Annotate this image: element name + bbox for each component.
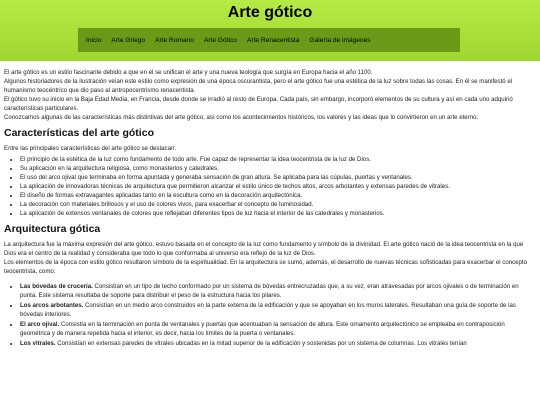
section-heading-arquitectura: Arquitectura gótica bbox=[4, 223, 101, 235]
main-content bbox=[0, 61, 540, 348]
list-item-text: Consistían en extensas paredes de vitrales ubicadas en la mitad superior de la edificación y sostenidas por un sistema de columnas. Los vitrales tenían bbox=[55, 340, 467, 347]
intro-paragraph: El gótico tuvo su inicio en la Baja Edad Media, en Francia, desde donde se irradió al resto de Europa. Cada país, sin embargo, incorporó elementos de su cultura y así en cada uno adquirió características particulares. bbox=[4, 96, 513, 112]
list-item-text: Consistían en un tipo de techo conformado por un sistema de bóvedas entrecruzadas que, a su vez, eran atravesadas por arcos ojivales o de terminación en punta. Este sistema resultaba de soporte para distribuir el peso de la estructura hacia los pilares. bbox=[20, 283, 519, 299]
list-item: • La aplicación de innovadoras técnicas de arquitectura que permitieron alcanzar el estilo único de techos altos, arcos arbotantes y extensas paredes de vitrales. bbox=[20, 182, 536, 191]
list-item: • El uso del arco ojival que terminaba en forma apuntada y generaba sensación de gran altura. Se aplicaba para las cúpulas, puertas y ventanales. bbox=[20, 173, 536, 182]
list-item bbox=[20, 282, 536, 300]
list-item: • La decoración con materiales brillosos y el uso de colores vivos, para exacerbar el concepto de luminosidad. bbox=[20, 200, 536, 209]
list-item-text: Consistían en un medio arco construidos en la parte externa de la edificación y que se apoyaban en los muros laterales. Resultaban una guía de soporte de las bóvedas interiores. bbox=[20, 302, 516, 318]
list-item: • Su aplicación en la arquitectura religiosa, como monasterios y catedrales. bbox=[20, 164, 536, 173]
section-lead: Entre las principales características del arte gótico se destacan: bbox=[4, 145, 177, 152]
characteristics-list bbox=[4, 155, 536, 218]
intro-paragraph: Algunos historiadores de la ilustración veían este estilo como expresión de una época oscurantista, pero el arte gótico fue una estética de la luz sobre todas las cosas. En él se manifestó el humanismo teocéntrico que dio paso al antropocentrismo renacentista. bbox=[4, 78, 513, 94]
section-heading-caracteristicas: Características del arte gótico bbox=[4, 127, 154, 139]
list-item-term: Los arcos arbotantes. bbox=[20, 302, 84, 309]
nav-item-arte-romano[interactable]: Arte Romano bbox=[155, 36, 194, 44]
architecture-list bbox=[4, 282, 536, 348]
list-item bbox=[20, 301, 536, 319]
nav-item-galeria[interactable]: Galería de imágenes bbox=[309, 36, 371, 44]
section-paragraph: La arquitectura fue la máxima expresión del arte gótico, estuvo basada en el concepto de la luz como fundamento y símbolo de la divinidad. El arte gótico nació de la idea teocentrista en la que Dios era el centro de la realidad y consideraba que todo lo que conformaba al universo era reflejo de la luz de Dios. bbox=[4, 241, 524, 257]
page-title: Arte gótico bbox=[227, 4, 313, 21]
list-item: • El diseño de formas extravagantes aplicadas tanto en la escultura como en la decoración arquitectónica. bbox=[20, 191, 536, 200]
nav-item-arte-gotico[interactable]: Arte Gótico bbox=[203, 36, 237, 44]
section-paragraph: Los elementos de la época con estilo gótico resultaron símbolo de la espiritualidad. En la arquitectura se sumó, además, el desarrollo de nuevas técnicas sofisticadas para exacerbar el concepto teocentrista, como: bbox=[4, 259, 528, 275]
site-header bbox=[0, 0, 540, 61]
intro-paragraph: Conozcamos algunas de las características más distintivas del arte gótico, así como los acontecimientos históricos, los valores y las ideas que lo convirtieron en un arte eterno. bbox=[4, 114, 479, 121]
nav-item-inicio[interactable]: Inicio bbox=[86, 36, 102, 44]
list-item-term: Las bóvedas de crucería. bbox=[20, 283, 93, 290]
list-item bbox=[20, 320, 536, 338]
list-item-term: Los vitrales. bbox=[20, 340, 56, 347]
list-item-term: El arco ojival. bbox=[20, 321, 60, 328]
list-item-text: Consistía en la terminación en punta de ventanales y puertas que acentuaban la sensación de altura. Este ornamento arquitectónico se empleaba en contraposición geométrica y de manera repetida hacia el interior, es decir, hacia los límites de la puerta o ventanales. bbox=[20, 321, 505, 337]
list-item: • La aplicación de extensos ventanales de colores que reflejaban diferentes tipos de luz hacia el interior de las catedrales y monasterios. bbox=[20, 209, 536, 218]
list-item: • El principio de la estética de la luz como fundamento de todo arte. Fue capaz de representar la idea teocentrista de la luz de Dios. bbox=[20, 155, 536, 164]
nav-item-arte-griego[interactable]: Arte Griego bbox=[111, 36, 146, 44]
nav-item-arte-renacentista[interactable]: Arte Renacentista bbox=[246, 36, 300, 44]
main-nav bbox=[78, 28, 460, 52]
list-item bbox=[20, 339, 536, 348]
intro-paragraph: El arte gótico es un estilo fascinante debido a que en él se unifican el arte y una nueva teología que surgía en Europa hacia el año 1100. bbox=[4, 69, 373, 76]
